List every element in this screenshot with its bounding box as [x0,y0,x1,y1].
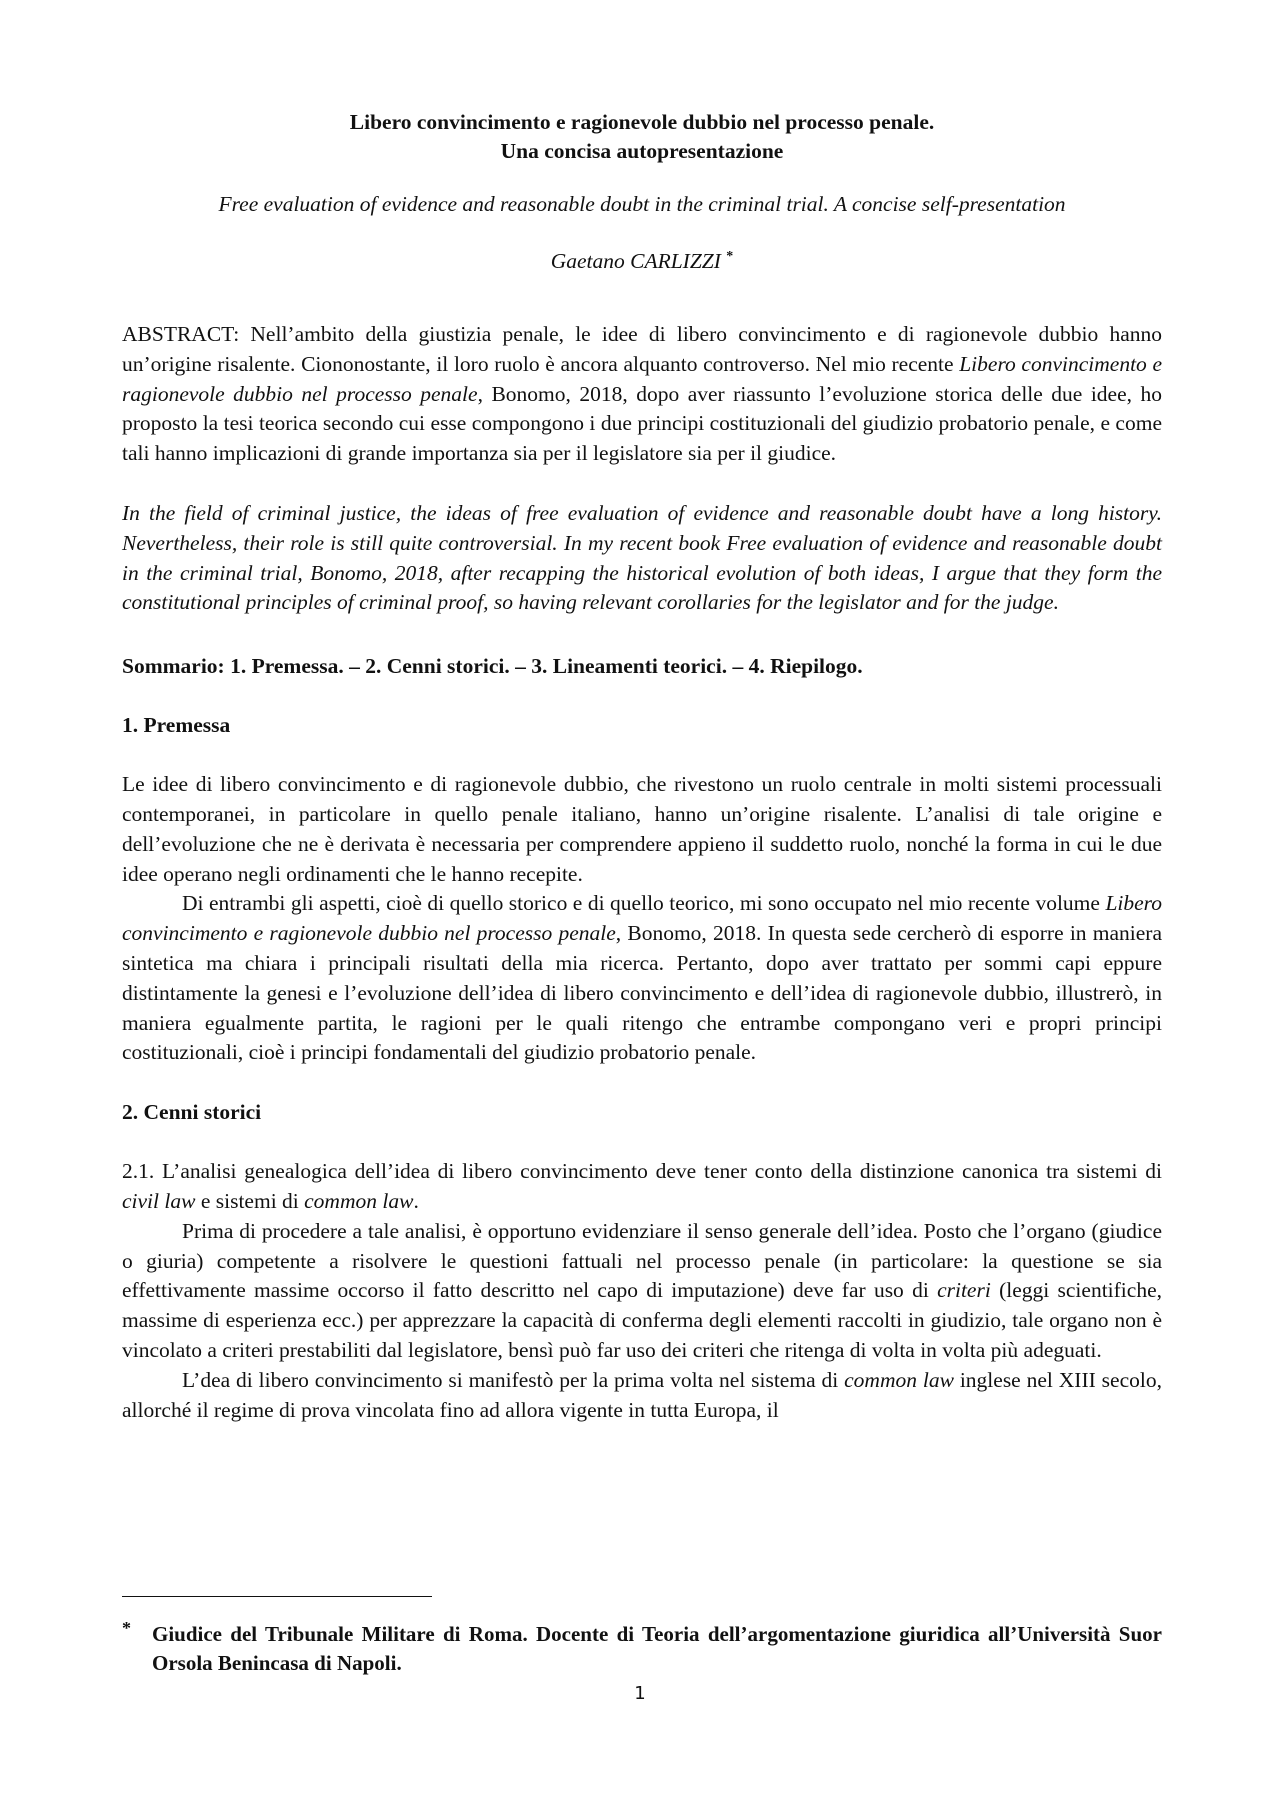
abstract-italian [122,320,1162,469]
section-2-heading: 2. Cenni storici [122,1100,262,1125]
abstract-italian-book-title: Libero convincimento e ragionevole dubbio nel processo penale [122,351,1162,406]
footnote-mark: * [122,1618,131,1638]
page-number: 1 [634,1683,646,1704]
section-1-paragraph-1: Le idee di libero convincimento e di ragionevole dubbio, che rivestono un ruolo centrale in molti sistemi processuali contemporanei, in particolare in quello penale italiano, hanno un’origine risalente. L’analisi di tale origine e dell’evoluzione che ne è derivata è necessaria per comprendere appieno il suddetto ruolo, nonché la forma in cui le due idee operano negli ordinamenti che le hanno recepite. [122,772,1162,886]
title-italian-line2: Una concisa autopresentazione [500,139,784,163]
s1p2-book-title: Libero convincimento e ragionevole dubbio nel processo penale [122,891,1162,946]
abstract-italian-part1: ABSTRACT: Nell’ambito della giustizia penale, le idee di libero convincimento e di ragionevole dubbio hanno un’origine risalente. Ciononostante, il loro ruolo è ancora alquanto controverso. Nel mio recente [122,322,1162,376]
s2p2-text-b: (leggi scientifiche, massime di esperienza ecc.) per apprezzare la capacità di conferma degli elementi raccolti in giudizio, tale organo non è vincolato a criteri prestabiliti dal legislatore, bensì può far uso dei criteri che ritenga di volta in volta più adeguati. [122,1278,1162,1362]
s2p1-text-b: e sistemi di [195,1188,305,1213]
title-english: Free evaluation of evidence and reasonable doubt in the criminal trial. A concise self-presentation [218,192,1066,216]
s2p3-common-law: common law [844,1367,954,1392]
s2p3-text-b: inglese nel XIII secolo, allorché il regime di prova vincolata fino ad allora vigente in tutta Europa, il [122,1367,1162,1422]
s2p1-civil-law: civil law [122,1188,196,1213]
s2p1-common-law: common law [304,1188,414,1213]
s2p1-text-c: . [413,1188,419,1213]
author-name: Gaetano CARLIZZI [550,249,721,273]
title-block [122,108,1162,166]
s2p1-text-a: 2.1. L’analisi genealogica dell’idea di libero convincimento deve tener conto della distinzione canonica tra sistemi di [122,1159,1162,1184]
section-1-paragraph-2 [122,889,1162,1068]
section-2-paragraph-3 [122,1366,1162,1426]
author [122,247,1162,276]
footnote-text: Giudice del Tribunale Militare di Roma. Docente di Teoria dell’argomentazione giuridica all’Università Suor Orsola Benincasa di Napoli. [152,1622,1162,1675]
section-2-paragraph-2 [122,1217,1162,1366]
s2p3-text-a: L’dea di libero convincimento si manifestò per la prima volta nel sistema di [182,1367,845,1392]
section-2-paragraph-1 [122,1157,1162,1217]
s2p2-criteri: criteri [937,1278,991,1303]
title-italian-line1: Libero convincimento e ragionevole dubbio nel processo penale. [349,110,935,134]
document-page [122,108,1162,1425]
s1p2-text-a: Di entrambi gli aspetti, cioè di quello storico e di quello teorico, mi sono occupato nel mio recente volume [182,891,1106,916]
footnote [122,1620,1162,1678]
section-1-heading: 1. Premessa [122,713,231,738]
s2p2-text-a: Prima di procedere a tale analisi, è opportuno evidenziare il senso generale dell’idea. Posto che l’organo (giudice o giuria) competente a risolvere le questioni fattuali nel processo penale (in particolare: la questione se sia effettivamente massime occorso il fatto descritto nel capo di imputazione) deve far uso di [122,1218,1162,1303]
author-footnote-mark: * [726,248,734,264]
abstract-italian-part2: , Bonomo, 2018, dopo aver riassunto l’evoluzione storica delle due idee, ho proposto la tesi teorica secondo cui esse compongono i due principi costituzionali del giudizio probatorio penale, e come tali hanno implicazioni di grande importanza sia per il legislatore sia per il giudice. [122,381,1162,466]
footnote-separator [122,1596,432,1597]
abstract-english: In the field of criminal justice, the ideas of free evaluation of evidence and reasonable doubt have a long history. Nevertheless, their role is still quite controversial. In my recent book Free evaluation of evidence and reasonable doubt in the criminal trial, Bonomo, 2018, after recapping the historical evolution of both ideas, I argue that they form the constitutional principles of criminal proof, so having relevant corollaries for the legislator and for the judge. [122,500,1162,615]
s1p2-text-b: , Bonomo, 2018. In questa sede cercherò di esporre in maniera sintetica ma chiara i principali risultati della mia ricerca. Pertanto, dopo aver trattato per sommi capi eppure distintamente la genesi e l’evoluzione dell’idea di libero convincimento e dell’idea di ragionevole dubbio, illustrerò, in maniera egualmente partita, le ragioni per le quali ritengo che entrambe compongano veri e propri principi costituzionali, cioè i principi fondamentali del giudizio probatorio penale. [122,921,1163,1065]
summary: Sommario: 1. Premessa. – 2. Cenni storici. – 3. Lineamenti teorici. – 4. Riepilogo. [122,654,863,679]
